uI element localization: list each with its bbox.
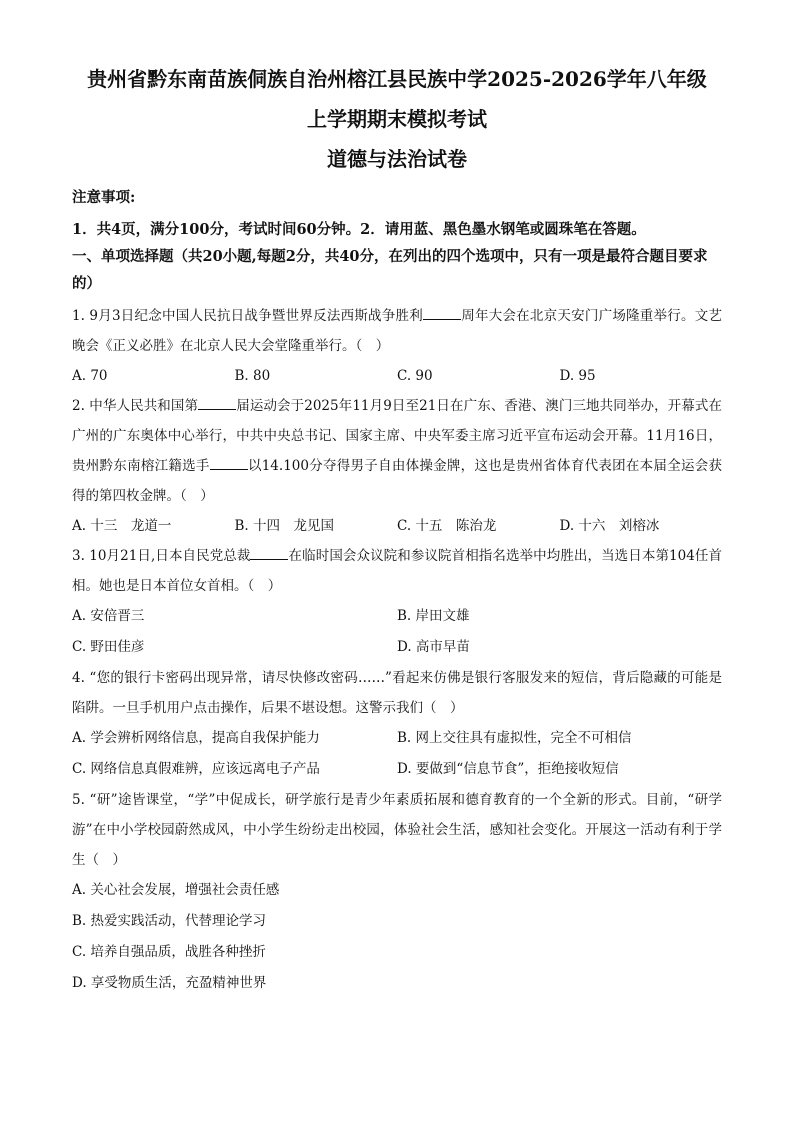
question-2-options (72, 511, 722, 541)
option-d: D. 高市早苗 (397, 639, 470, 655)
option-d: D. 享受物质生活，充盈精神世界 (72, 975, 267, 991)
option-a: A. 学会辨析网络信息，提高自我保护能力 (72, 730, 320, 746)
option-c: C. 野田佳彦 (72, 639, 145, 655)
question-1 (72, 301, 722, 361)
option-b: B. 网上交往具有虚拟性，完全不可相信 (397, 730, 632, 746)
answer-blank (210, 455, 248, 470)
answer-blank (198, 395, 236, 410)
option-c: C. 网络信息真假难辨，应该远离电子产品 (72, 761, 320, 777)
exam-subject-title: 道德与法治试卷 (327, 147, 467, 171)
question-3 (72, 541, 722, 601)
option-c: C. 90 (397, 368, 433, 384)
question-2-stem-b: 届运动会于2025年11月9日至21日在广东、香港、澳门三地共同举办，开幕式在广州的广东奥体中心举行，中共中央总书记、国家主席、中央军委主席习近平宣布运动会开幕。11月16日，贵州黔东南榕江籍选手 (72, 398, 722, 474)
option-a: A. 十三 龙道一 (72, 518, 172, 534)
section-heading: 一、单项选择题（共20小题,每题2分，共40分，在列出的四个选项中，只有一项是最符合题目要求的） (72, 248, 708, 292)
option-a: A. 关心社会发展，增强社会责任感 (72, 882, 280, 898)
question-2-stem-a: 2. 中华人民共和国第 (72, 398, 199, 414)
option-d: D. 十六 刘榕冰 (559, 518, 660, 534)
question-2 (72, 391, 722, 511)
option-a: A. 安倍晋三 (72, 608, 145, 624)
exam-title-line1: 贵州省黔东南苗族侗族自治州榕江县民族中学2025-2026学年八年级 (87, 67, 707, 91)
question-4-options-row2 (72, 754, 722, 785)
option-a: A. 70 (72, 368, 108, 384)
question-3-stem-b: 在临时国会众议院和参议院首相指名选举中均胜出，当选日本第104任首相。她也是日本首位女首相。（ ） (72, 548, 722, 594)
notice-heading: 注意事项: (72, 189, 136, 206)
notice-text: 1．共4页，满分100分，考试时间60分钟。2．请用蓝、黑色墨水钢笔或圆珠笔在答题。 (72, 221, 646, 238)
option-d: D. 95 (559, 368, 596, 384)
option-d: D. 要做到“信息节食”，拒绝接收短信 (397, 761, 619, 777)
option-c: C. 十五 陈治龙 (397, 518, 497, 534)
question-3-options-row2 (72, 632, 722, 663)
exam-title-line2: 上学期期末模拟考试 (307, 107, 487, 131)
question-1-options (72, 361, 722, 391)
option-b: B. 岸田文雄 (397, 608, 470, 624)
question-1-stem-a: 1. 9月3日纪念中国人民抗日战争暨世界反法西斯战争胜利 (72, 308, 423, 324)
question-5: 5. “研”途皆课堂，“学”中促成长，研学旅行是青少年素质拓展和德育教育的一个全新的形式。目前，“研学游”在中小学校园蔚然成风，中小学生纷纷走出校园，体验社会生活，感知社会变化。开展这一活动有利于学生（ ） (72, 792, 722, 868)
option-b: B. 80 (234, 368, 271, 384)
option-c: C. 培养自强品质，战胜各种挫折 (72, 944, 266, 960)
question-1-stem-b: 周年大会在北京天安门广场隆重举行。文艺晚会《正义必胜》在北京人民大会堂隆重举行。（ ） (72, 308, 722, 354)
question-3-stem-a: 3. 10月21日,日本自民党总裁 (72, 548, 251, 564)
question-2-stem-c: 以14.100分夺得男子自由体操金牌，这也是贵州省体育代表团在本届全运会获得的第四枚金牌。（ ） (72, 458, 722, 504)
question-4: 4. “您的银行卡密码出现异常，请尽快修改密码……”看起来仿佛是银行客服发来的短信，背后隐藏的可能是陷阱。一旦手机用户点击操作，后果不堪设想。这警示我们（ ） (72, 670, 722, 716)
option-b: B. 十四 龙见国 (234, 518, 335, 534)
answer-blank (250, 545, 288, 560)
option-b: B. 热爱实践活动，代替理论学习 (72, 913, 267, 929)
answer-blank (423, 305, 461, 320)
question-4-options-row1 (72, 723, 722, 754)
question-3-options-row1 (72, 601, 722, 632)
